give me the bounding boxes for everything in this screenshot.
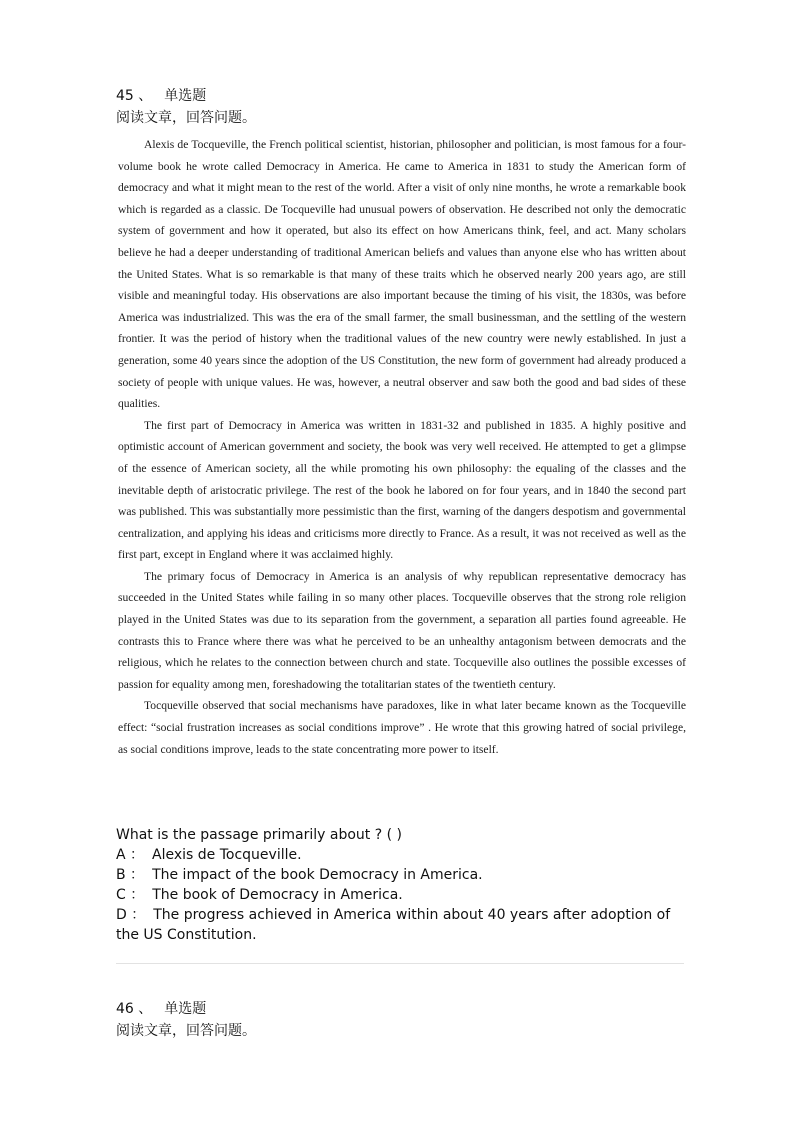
option-d[interactable] <box>116 905 696 945</box>
question-divider <box>116 963 684 964</box>
option-letter: B ： <box>116 867 145 883</box>
option-text: The impact of the book Democracy in America. <box>152 867 483 883</box>
option-text: Alexis de Tocqueville. <box>152 847 302 863</box>
question-number: 46 、 <box>116 1001 153 1017</box>
question-45-header <box>116 86 206 106</box>
option-letter: D ： <box>116 907 146 923</box>
option-letter: A ： <box>116 847 145 863</box>
option-letter: C ： <box>116 887 145 903</box>
question-type: 单选题 <box>164 1001 207 1017</box>
passage-paragraph-2: The first part of Democracy in America was written in 1831-32 and published in 1835. A highly positive and optimistic account of American government and society, the book was very well received. He attempted to get a glimpse of the essence of American society, all the while promoting his own philosophy: the equaling of the classes and the inevitable depth of aristocratic privilege. The rest of the book he labored on for four years, and in 1840 the second part was published. This was substantially more pessimistic than the first, warning of the dangers despotism and governmental centralization, and applying his ideas and criticisms more directly to France. As a result, it was not received as well as the first part, except in England where it was acclaimed highly. <box>118 418 686 562</box>
question-46-header <box>116 999 206 1019</box>
passage-paragraph-3: The primary focus of Democracy in America is an analysis of why republican representative democracy has succeeded in the United States while failing in so many other places. Tocqueville observes that the strong role religion played in the United States was due to its separation from the government, a separation all parties found agreeable. He contrasts this to France where there was what he perceived to be an unhealthy antagonism between democrats and the religious, which he relates to the connection between church and state. Tocqueville also outlines the possible excesses of passion for equality among men, foreshadowing the totalitarian states of the twentieth century. <box>118 569 686 691</box>
option-text: The book of Democracy in America. <box>152 887 403 903</box>
question-type: 单选题 <box>164 88 207 104</box>
passage-paragraph-1: Alexis de Tocqueville, the French political scientist, historian, philosopher and politician, is most famous for a four-volume book he wrote called Democracy in America. He came to America in 1831 to study the American form of democracy and what it might mean to the rest of the world. After a visit of only nine months, he wrote a remarkable book which is regarded as a classic. De Tocqueville had unusual powers of observation. He described not only the democratic system of government and how it operated, but also its effect on how Americans think, feel, and act. Many scholars believe he had a deeper understanding of traditional American beliefs and values than anyone else who has written about the United States. What is so remarkable is that many of these traits which he observed nearly 200 years ago, are still visible and meaningful today. His observations are also important because the timing of his visit, the 1830s, was before America was industrialized. This was the era of the small farmer, the small businessman, and the settling of the western frontier. It was the period of history when the traditional values of the new country were newly established. In just a generation, some 40 years since the adoption of the US Constitution, the new form of government had already produced a society of people with unique values. He was, however, a neutral observer and saw both the good and bad sides of these qualities. <box>118 138 686 411</box>
question-45-stem: What is the passage primarily about ? ( ) <box>116 827 402 843</box>
question-number: 45 、 <box>116 88 153 104</box>
question-46-instruction: 阅读文章，回答问题。 <box>116 1023 256 1039</box>
option-b[interactable] <box>116 865 696 885</box>
question-45-instruction: 阅读文章，回答问题。 <box>116 110 256 126</box>
passage-paragraph-4: Tocqueville observed that social mechanisms have paradoxes, like in what later became known as the Tocqueville effect: “social frustration increases as social conditions improve” . He wrote that this growing hatred of social privilege, as social conditions improve, leads to the state concentrating more power to itself. <box>118 699 686 756</box>
passage-image <box>118 134 686 824</box>
option-text: The progress achieved in America within about 40 years after adoption of the US Constitution. <box>116 907 671 943</box>
option-a[interactable] <box>116 845 696 865</box>
option-c[interactable] <box>116 885 696 905</box>
